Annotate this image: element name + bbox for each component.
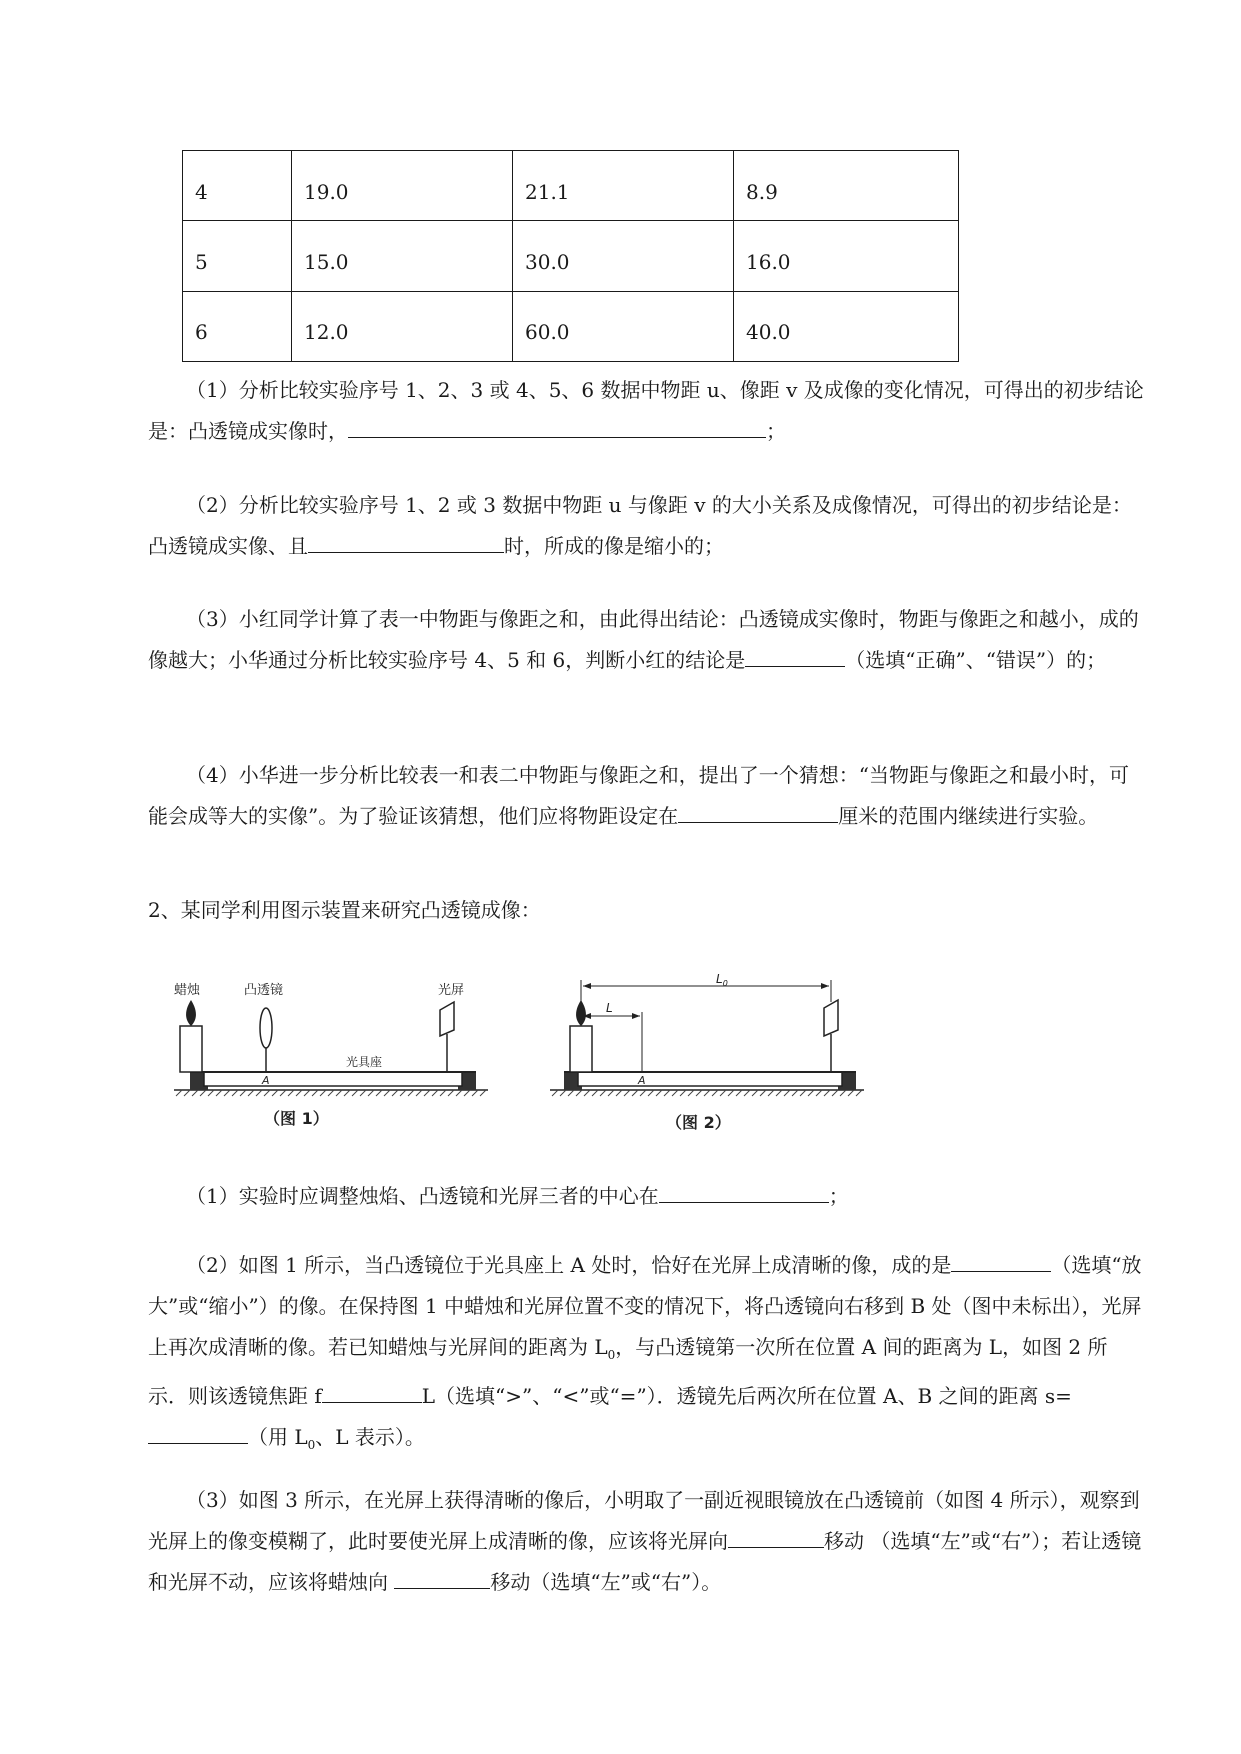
candle-flame (186, 1000, 196, 1026)
question-1-part-2: （2）分析比较实验序号 1、2 或 3 数据中物距 u 与像距 v 的大小关系及成像情况，可得出的初步结论是：凸透镜成实像、且 时，所成的像是缩小的； (148, 493, 1132, 558)
question-2-intro: 2、某同学利用图示装置来研究凸透镜成像： (148, 898, 541, 922)
optical-bench-figure (168, 972, 908, 1140)
candle-label: 蜡烛 (174, 983, 201, 998)
point-a-label: A (638, 1074, 646, 1087)
bench-rail (204, 1072, 462, 1086)
question-2-part-1: （1）实验时应调整烛焰、凸透镜和光屏三者的中心在 ； (148, 1176, 1144, 1217)
l0-label: $L_0$ (716, 972, 728, 988)
table-cell: 12.0 (292, 291, 513, 361)
question-1-part-1: （1）分析比较实验序号 1、2、3 或 4、5、6 数据中物距 u、像距 v 及成像的变化情况，可得出的初步结论是：凸透镜成实像时， ； (148, 378, 1144, 443)
convex-lens (260, 1008, 272, 1048)
candle-flame (576, 1000, 586, 1026)
answer-blank[interactable] (728, 1525, 824, 1548)
light-screen (824, 1000, 838, 1036)
question-2-part-3: （3）如图 3 所示，在光屏上获得清晰的像后，小明取了一副近视眼镜放在凸透镜前（如图 4 所示），观察到光屏上的像变模糊了，此时要使光屏上成清晰的像，应该将光屏向 移动 （选填“左”或“右”）；若让透镜和光屏不动，应该将蜡烛向 移动（选填“左”或“右”）。 (148, 1488, 1142, 1594)
table-cell: 19.0 (292, 151, 513, 221)
answer-blank[interactable] (951, 1249, 1051, 1272)
figure-2 (550, 972, 864, 1132)
table-cell: 5 (183, 221, 292, 291)
table-row (183, 291, 959, 361)
table-row (183, 221, 959, 291)
table-cell: 8.9 (734, 151, 959, 221)
table-row (183, 151, 959, 221)
answer-blank[interactable] (659, 1180, 829, 1203)
answer-blank[interactable] (394, 1566, 490, 1589)
bench-rail (578, 1072, 842, 1086)
lens-label: 凸透镜 (244, 983, 284, 998)
answer-blank[interactable] (678, 800, 838, 823)
table-cell: 60.0 (513, 291, 734, 361)
table-cell: 21.1 (513, 151, 734, 221)
table-cell: 4 (183, 151, 292, 221)
candle (570, 1026, 592, 1072)
table-cell: 16.0 (734, 221, 959, 291)
question-2-part-2: （2）如图 1 所示，当凸透镜位于光具座上 A 处时，恰好在光屏上成清晰的像，成的是 （选填“放大”或“缩小”）的像。在保持图 1 中蜡烛和光屏位置不变的情况下，将凸透镜向右移到 B 处（图中未标出），光屏上再次成清晰的像。若已知蜡烛与光屏间的距离为 $L_0$，与凸透镜第一次所在位置 A 间的距离为 L，如图 2 所示．则该透镜焦距 f L（选填“>”、“<”或“=”）．透镜先后两次所在位置 A、B 之间的距离 s= （用 $L_0$、L 表示）。 (148, 1245, 1144, 1466)
answer-blank[interactable] (745, 644, 845, 667)
answer-blank[interactable] (148, 1421, 248, 1444)
answer-blank[interactable] (322, 1380, 422, 1403)
candle (180, 1026, 202, 1072)
question-1-part-3: （3）小红同学计算了表一中物距与像距之和，由此得出结论：凸透镜成实像时，物距与像距之和越小，成的像越大；小华通过分析比较实验序号 4、5 和 6，判断小红的结论是 （选填“正确”、“错误”）的； (148, 607, 1139, 672)
bench-label: 光具座 (346, 1055, 383, 1069)
table-cell: 6 (183, 291, 292, 361)
screen-label: 光屏 (438, 983, 465, 998)
table-cell: 40.0 (734, 291, 959, 361)
light-screen (440, 1002, 454, 1036)
l-label: L (606, 1001, 613, 1015)
table-cell: 30.0 (513, 221, 734, 291)
question-1-part-4: （4）小华进一步分析比较表一和表二中物距与像距之和，提出了一个猜想：“当物距与像距之和最小时，可能会成等大的实像”。为了验证该猜想，他们应将物距设定在 厘米的范围内继续进行实验。 (148, 763, 1129, 828)
figure-2-caption: （图 2） (666, 1113, 731, 1132)
data-table (182, 150, 959, 362)
figure-1-caption: （图 1） (264, 1109, 329, 1128)
answer-blank[interactable] (348, 415, 766, 438)
table-cell: 15.0 (292, 221, 513, 291)
point-a-label: A (262, 1074, 270, 1087)
answer-blank[interactable] (308, 530, 504, 553)
figure-1 (174, 982, 488, 1128)
